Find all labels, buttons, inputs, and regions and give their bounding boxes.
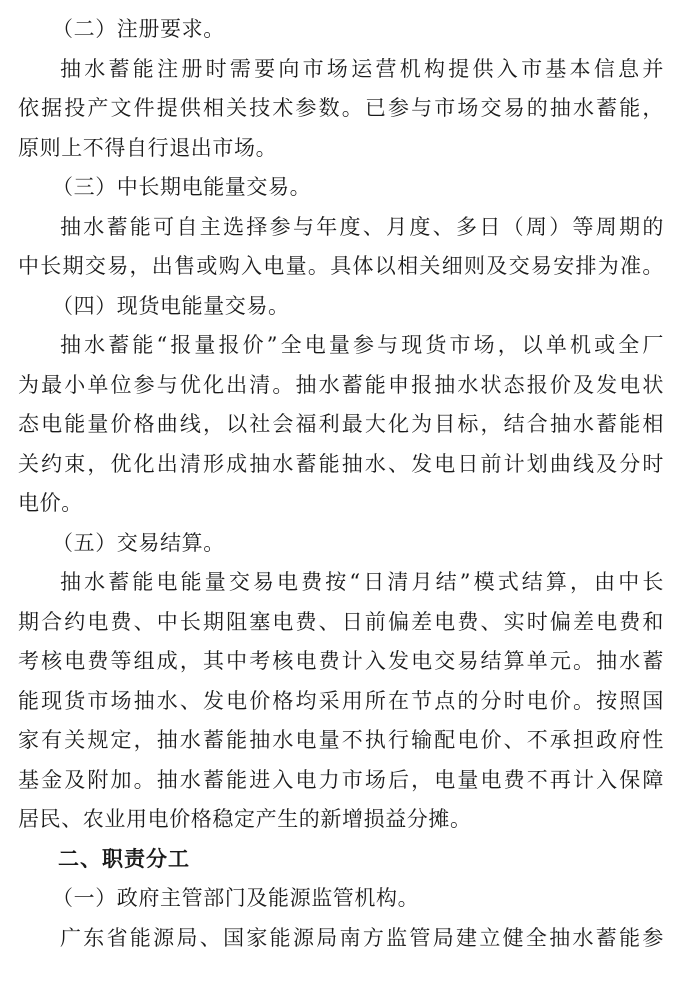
subheading-government-authorities: （一）政府主管部门及能源监管机构。 xyxy=(52,886,420,910)
paragraph-line: 为最小单位参与优化出清。抽水蓄能申报抽水状态报价及发电状 xyxy=(18,372,664,397)
paragraph-line: 广东省能源局、国家能源局南方监管局建立健全抽水蓄能参 xyxy=(60,925,664,950)
paragraph-line: 抽水蓄能电能量交易电费按“日清月结”模式结算，由中长 xyxy=(60,570,664,594)
paragraph-line: 态电能量价格曲线，以社会福利最大化为目标，结合抽水蓄能相 xyxy=(18,412,664,436)
paragraph-line: 原则上不得自行退出市场。 xyxy=(18,135,278,160)
section-heading-responsibilities: 二、职责分工 xyxy=(58,846,190,871)
paragraph-line: 抽水蓄能可自主选择参与年度、月度、多日（周）等周期的 xyxy=(60,214,664,239)
subheading-registration: （二）注册要求。 xyxy=(52,17,225,41)
paragraph-line: 考核电费等组成，其中考核电费计入发电交易结算单元。抽水蓄 xyxy=(18,649,664,673)
paragraph-line: 电价。 xyxy=(18,491,83,515)
paragraph-line: 家有关规定，抽水蓄能抽水电量不执行输配电价、不承担政府性 xyxy=(18,728,664,752)
paragraph-line: 中长期交易，出售或购入电量。具体以相关细则及交易安排为准。 xyxy=(18,254,664,278)
paragraph-line: 依据投产文件提供相关技术参数。已参与市场交易的抽水蓄能， xyxy=(18,96,664,120)
subheading-medium-long-term-trading: （三）中长期电能量交易。 xyxy=(52,175,312,199)
paragraph-line: 抽水蓄能“报量报价”全电量参与现货市场，以单机或全厂 xyxy=(60,333,664,357)
paragraph-line: 关约束，优化出清形成抽水蓄能抽水、发电日前计划曲线及分时 xyxy=(18,451,664,476)
paragraph-line: 期合约电费、中长期阻塞电费、日前偏差电费、实时偏差电费和 xyxy=(18,609,664,634)
paragraph-line: 抽水蓄能注册时需要向市场运营机构提供入市基本信息并 xyxy=(60,56,664,81)
subheading-spot-trading: （四）现货电能量交易。 xyxy=(52,293,290,318)
subheading-settlement: （五）交易结算。 xyxy=(52,530,225,555)
paragraph-line: 能现货市场抽水、发电价格均采用所在节点的分时电价。按照国 xyxy=(18,688,664,713)
paragraph-line: 基金及附加。抽水蓄能进入电力市场后，电量电费不再计入保障 xyxy=(18,767,664,792)
paragraph-line: 居民、农业用电价格稳定产生的新增损益分摊。 xyxy=(18,807,472,831)
